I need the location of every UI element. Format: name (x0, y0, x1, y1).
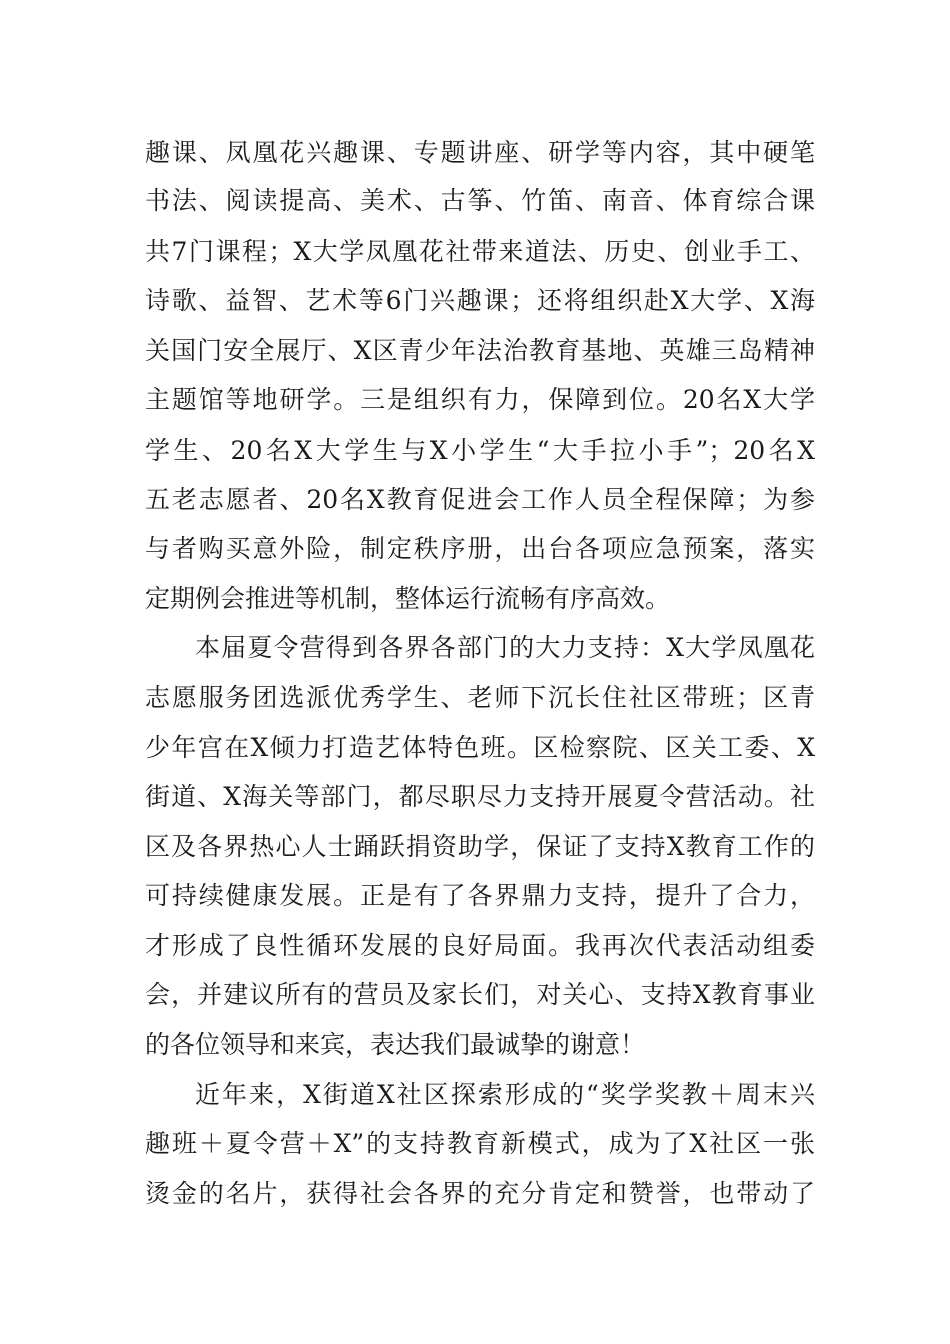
paragraph-first-line: 近年来，X街道X社区探索形成的“奖学奖教＋周末兴 (195, 1080, 815, 1109)
text-line: 区及各界热心人士踊跃捐资助学，保证了支持X教育工作的 (145, 832, 815, 861)
text-line: 可持续健康发展。正是有了各界鼎力支持，提升了合力， (145, 881, 815, 910)
paragraph-first-line: 本届夏令营得到各界各部门的大力支持：X大学凤凰花 (195, 633, 815, 662)
text-line: 趣班＋夏令营＋X”的支持教育新模式，成为了X社区一张 (145, 1129, 815, 1158)
text-line: 诗歌、益智、艺术等6门兴趣课；还将组织赴X大学、X海 (145, 286, 815, 315)
text-line: 的各位领导和来宾，表达我们最诚挚的谢意！ (145, 1030, 646, 1059)
text-line: 才形成了良性循环发展的良好局面。我再次代表活动组委 (145, 931, 815, 960)
text-line: 会，并建议所有的营员及家长们，对关心、支持X教育事业 (145, 980, 815, 1009)
text-line: 五老志愿者、20名X教育促进会工作人员全程保障；为参 (145, 485, 815, 514)
text-line: 定期例会推进等机制，整体运行流畅有序高效。 (145, 584, 671, 613)
text-line: 烫金的名片，获得社会各界的充分肯定和赞誉，也带动了 (145, 1179, 815, 1208)
text-line: 关国门安全展厅、X区青少年法治教育基地、英雄三岛精神 (145, 336, 815, 365)
text-line: 共7门课程；X大学凤凰花社带来道法、历史、创业手工、 (145, 237, 815, 266)
text-line: 与者购买意外险，制定秩序册，出台各项应急预案，落实 (145, 534, 815, 563)
text-line: 书法、阅读提高、美术、古筝、竹笛、南音、体育综合课 (145, 186, 815, 215)
text-line: 少年宫在X倾力打造艺体特色班。区检察院、区关工委、X (145, 733, 815, 762)
text-line: 学生、20名X大学生与X小学生“大手拉小手”；20名X (145, 436, 815, 465)
text-line: 主题馆等地研学。三是组织有力，保障到位。20名X大学 (145, 385, 815, 414)
text-line: 街道、X海关等部门，都尽职尽力支持开展夏令营活动。社 (145, 782, 815, 811)
text-line: 志愿服务团选派优秀学生、老师下沉长住社区带班；区青 (145, 683, 815, 712)
text-line: 趣课、凤凰花兴趣课、专题讲座、研学等内容，其中硬笔 (145, 138, 815, 167)
